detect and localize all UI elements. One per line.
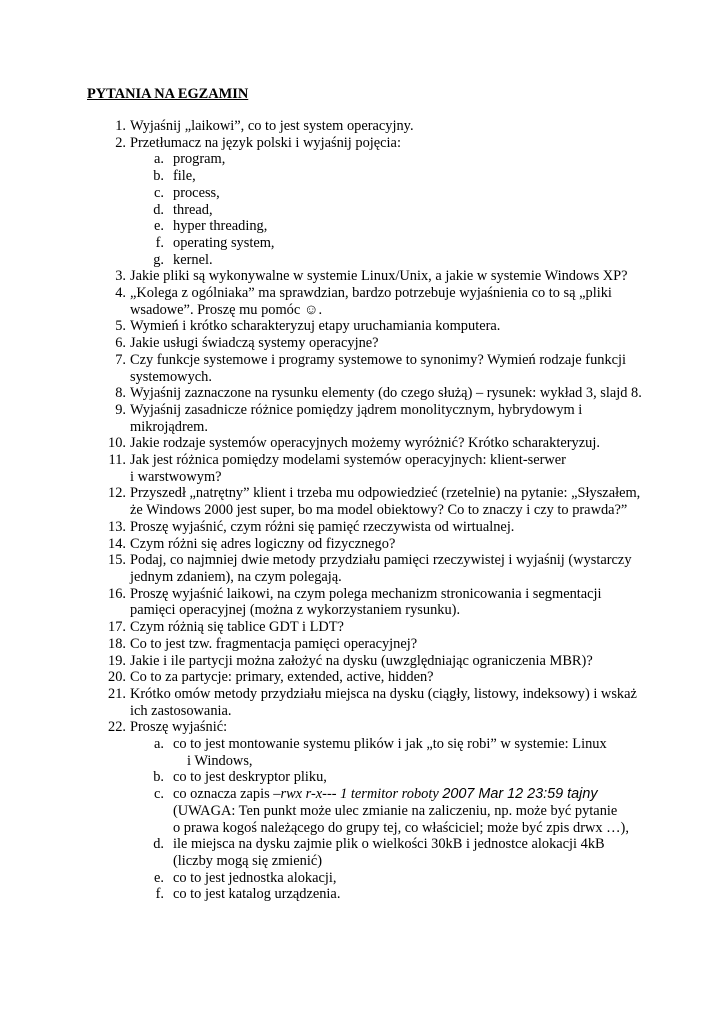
question-list (0, 118, 724, 903)
question-15: 15. Podaj, co najmniej dwie metody przydziału pamięci rzeczywistej i wyjaśnij (wystarczy jednym zdaniem), na czym polegają. (108, 552, 632, 585)
question-11: 11. Jak jest różnica pomiędzy modelami systemów operacyjnych: klient-serwer i warstwowym? (108, 452, 566, 485)
permission-string: –rwx r-x--- 1 termitor roboty (273, 786, 439, 803)
question-8: 8. Wyjaśnij zaznaczone na rysunku elementy (do czego służą) – rysunek: wykład 3, slajd 8. (115, 385, 642, 402)
question-9: 9. Wyjaśnij zasadnicze różnice pomiędzy jądrem monolitycznym, hybrydowym i mikrojądrem. (115, 401, 583, 435)
question-20: 20. Co to za partycje: primary, extended, active, hidden? (108, 669, 434, 686)
question-18: 18. Co to jest tzw. fragmentacja pamięci operacyjnej? (108, 635, 418, 652)
sub-item: g. kernel. (153, 251, 213, 268)
question-6: 6. Jakie usługi świadczą systemy operacyjne? (115, 335, 379, 352)
question-10: 10. Jakie rodzaje systemów operacyjnych możemy wyróżnić? Krótko scharakteryzuj. (108, 435, 600, 452)
page-title: PYTANIA NA EGZAMIN (87, 86, 249, 102)
question-22: 22. Proszę wyjaśnić: (108, 719, 228, 736)
sub-item-d: d. ile miejsca na dysku zajmie plik o wielkości 30kB i jednostce alokacji 4kB (liczby mogą się zmienić) (153, 836, 605, 869)
sub-item: b. file, (153, 168, 196, 185)
question-7: 7. Czy funkcje systemowe i programy systemowe to synonimy? Wymień rodzaje funkcji systemowych. (115, 351, 627, 385)
question-16: 16. Proszę wyjaśnić laikowi, na czym polega mechanizm stronicowania i segmentacji pamięci operacyjnej (można z wykorzystaniem rysunku). (108, 585, 602, 619)
question-5: 5. Wymień i krótko scharakteryzuj etapy uruchamiania komputera. (115, 318, 501, 335)
question-1: 1. Wyjaśnij „laikowi”, co to jest system operacyjny. (115, 118, 414, 134)
sub-item: c. process, (154, 184, 220, 201)
question-17: 17. Czym różnią się tablice GDT i LDT? (108, 619, 344, 636)
sub-item: f. operating system, (155, 234, 275, 251)
question-19: 19. Jakie i ile partycji można założyć na dysku (uwzględniając ograniczenia MBR)? (108, 652, 593, 669)
file-date: 2007 Mar 12 23:59 tajny (442, 786, 598, 803)
question-14: 14. Czym różni się adres logiczny od fizycznego? (108, 535, 396, 552)
sub-item: a. program, (154, 151, 226, 168)
sub-item: e. hyper threading, (154, 218, 268, 235)
sub-item-e: e. co to jest jednostka alokacji, (154, 869, 337, 886)
sub-item-c: c. co oznacza zapis –rwx r-x--- 1 termitor roboty 2007 Mar 12 23:59 tajny (UWAGA: Ten punkt może ulec zmianie na zaliczeniu, np. może być pytanie o prawa kogoś należącego do grupy tej, co właściciel; może być zpis drwx …), (154, 786, 629, 836)
question-4: 4. „Kolega z ogólniaka” ma sprawdzian, bardzo potrzebuje wyjaśnienia co to są „pliki wsadowe”. Proszę mu pomóc ☺. (115, 285, 612, 318)
question-21: 21. Krótko omów metody przydziału miejsca na dysku (ciągły, listowy, indeksowy) i wskaż ich zastosowania. (108, 685, 637, 719)
question-12: 12. Przyszedł „natrętny” klient i trzeba mu odpowiedzieć (rzetelnie) na pytanie: „Słyszałem, że Windows 2000 jest super, bo ma model obiektowy? Co to znaczy i czy to prawda?” (108, 485, 641, 519)
question-2: 2. Przetłumacz na język polski i wyjaśnij pojęcia: (115, 134, 401, 151)
sub-item-a: a. co to jest montowanie systemu plików i jak „to się robi” w systemie: Linux i Windows, (154, 736, 607, 769)
sub-item-b: b. co to jest deskryptor pliku, (153, 769, 327, 786)
sub-item: d. thread, (153, 201, 213, 218)
question-13: 13. Proszę wyjaśnić, czym różni się pamięć rzeczywista od wirtualnej. (108, 518, 515, 535)
question-3: 3. Jakie pliki są wykonywalne w systemie Linux/Unix, a jakie w systemie Windows XP? (115, 268, 628, 285)
sub-item-f: f. co to jest katalog urządzenia. (155, 886, 341, 903)
